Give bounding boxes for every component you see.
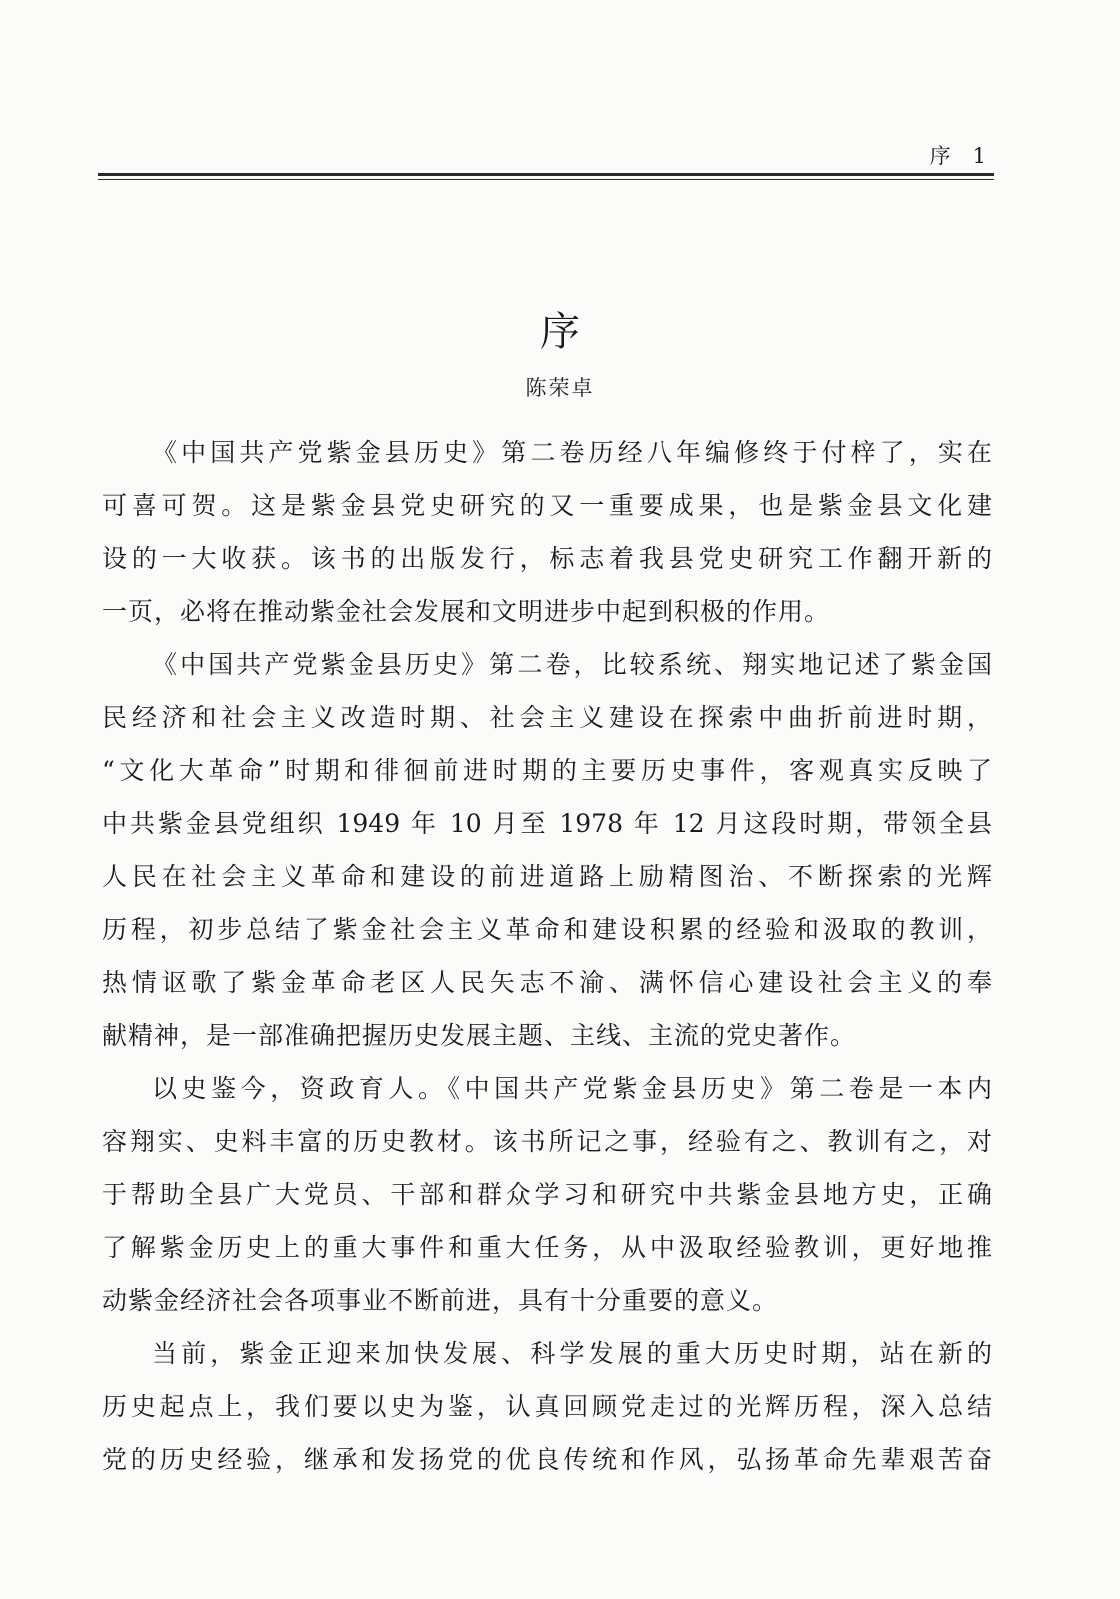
text-line: 《中国共产党紫金县历史》第二卷历经八年编修终于付梓了，实在 xyxy=(152,438,992,467)
text-line: 党的历史经验，继承和发扬党的优良传统和作风，弘扬革命先辈艰苦奋 xyxy=(102,1445,992,1474)
text-line: 动紫金经济社会各项事业不断前进，具有十分重要的意义。 xyxy=(102,1286,779,1315)
text-line: 一页，必将在推动紫金社会发展和文明进步中起到积极的作用。 xyxy=(102,597,831,626)
page-title: 序 xyxy=(540,309,580,355)
header-rule-thick xyxy=(98,173,994,176)
text-line: 于帮助全县广大党员、干部和群众学习和研究中共紫金县地方史，正确 xyxy=(102,1180,992,1209)
text-line: 中共紫金县党组织 1949 年 10 月至 1978 年 12 月这段时期，带领全县 xyxy=(102,809,992,838)
body-text xyxy=(102,426,992,1486)
text-line: 可喜可贺。这是紫金县党史研究的又一重要成果，也是紫金县文化建 xyxy=(102,491,992,520)
text-line: 历程，初步总结了紫金社会主义革命和建设积累的经验和汲取的教训， xyxy=(102,915,992,944)
running-header xyxy=(98,138,994,178)
header-text xyxy=(930,140,990,170)
text-line: 当前，紫金正迎来加快发展、科学发展的重大历史时期，站在新的 xyxy=(152,1339,992,1368)
text-line: 了解紫金历史上的重大事件和重大任务，从中汲取经验教训，更好地推 xyxy=(102,1233,992,1262)
header-rule-thin xyxy=(98,179,994,180)
header-section-title: 序 xyxy=(929,144,955,168)
text-line: 容翔实、史料丰富的历史教材。该书所记之事，经验有之、教训有之，对 xyxy=(102,1127,992,1156)
text-line: 献精神，是一部准确把握历史发展主题、主线、主流的党史著作。 xyxy=(102,1021,857,1050)
text-line: “文化大革命”时期和徘徊前进时期的主要历史事件，客观真实反映了 xyxy=(102,756,992,785)
text-line: 人民在社会主义革命和建设的前进道路上励精图治、不断探索的光辉 xyxy=(102,862,992,891)
text-line: 设的一大收获。该书的出版发行，标志着我县党史研究工作翻开新的 xyxy=(102,544,992,573)
text-line: 热情讴歌了紫金革命老区人民矢志不渝、满怀信心建设社会主义的奉 xyxy=(102,968,992,997)
text-line: 《中国共产党紫金县历史》第二卷，比较系统、翔实地记述了紫金国 xyxy=(152,650,992,679)
author-name: 陈荣卓 xyxy=(525,376,595,400)
text-line: 民经济和社会主义改造时期、社会主义建设在探索中曲折前进时期， xyxy=(102,703,992,732)
text-line: 以史鉴今，资政育人。《中国共产党紫金县历史》第二卷是一本内 xyxy=(152,1074,992,1103)
text-line: 历史起点上，我们要以史为鉴，认真回顾党走过的光辉历程，深入总结 xyxy=(102,1392,992,1421)
page-number: 1 xyxy=(972,144,990,168)
